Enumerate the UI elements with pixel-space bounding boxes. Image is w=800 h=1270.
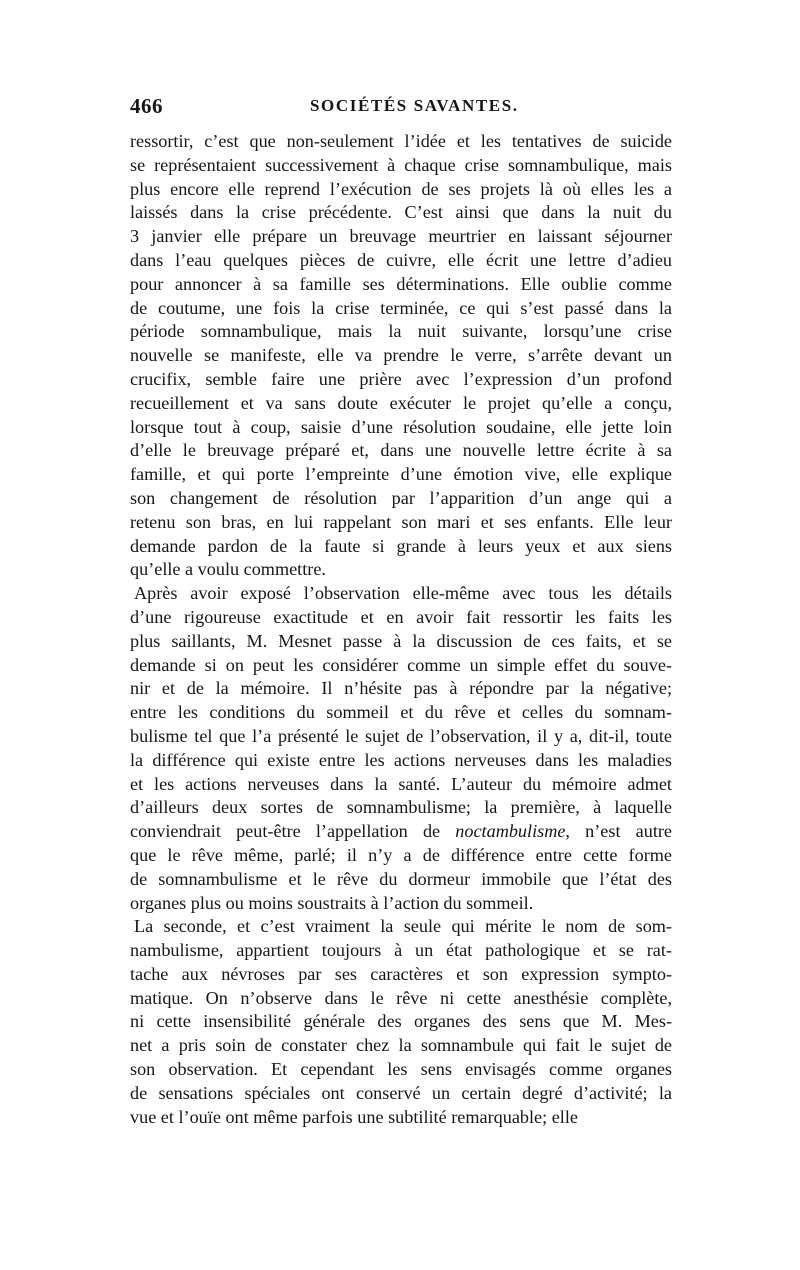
text-line: crucifix, semble faire une prière avec l’expression d’un profond xyxy=(130,368,672,389)
body-text xyxy=(130,130,672,1129)
text-line: et les actions nerveuses dans la santé. L’auteur du mémoire admet xyxy=(130,773,672,794)
text-line: recueillement et va sans doute exécuter le projet qu’elle a conçu, xyxy=(130,392,672,413)
text-line: matique. On n’observe dans le rêve ni cette anesthésie complète, xyxy=(130,987,672,1008)
running-title: SOCIÉTÉS SAVANTES. xyxy=(310,96,519,115)
page-number: 466 xyxy=(130,94,163,118)
text-line: de somnambulisme et le rêve du dormeur immobile que l’état des xyxy=(130,868,672,889)
text-line: net a pris soin de constater chez la somnambule qui fait le sujet de xyxy=(130,1035,672,1056)
text-line: de coutume, une fois la crise terminée, ce qui s’est passé dans la xyxy=(130,297,672,318)
text-line: dans l’eau quelques pièces de cuivre, elle écrit une lettre d’adieu xyxy=(130,249,672,270)
text-line: pour annoncer à sa famille ses déterminations. Elle oublie comme xyxy=(130,273,672,294)
text-line: qu’elle a voulu commettre. xyxy=(130,559,326,580)
text-line: entre les conditions du sommeil et du rêve et celles du somnam- xyxy=(130,702,672,723)
text-line: 3 janvier elle prépare un breuvage meurtrier en laissant séjourner xyxy=(130,226,672,247)
text-line: son observation. Et cependant les sens envisagés comme organes xyxy=(130,1059,672,1080)
paragraph xyxy=(130,130,672,582)
text-line: période somnambulique, mais la nuit suivante, lorsqu’une crise xyxy=(130,321,672,342)
text-line: son changement de résolution par l’apparition d’un ange qui a xyxy=(130,487,672,508)
text-line: d’une rigoureuse exactitude et en avoir fait ressortir les faits les xyxy=(130,606,672,627)
text-line: plus encore elle reprend l’exécution de ses projets là où elles les a xyxy=(130,178,672,199)
text-line: La seconde, et c’est vraiment la seule qui mérite le nom de som- xyxy=(134,916,672,937)
text-line: demande pardon de la faute si grande à leurs yeux et aux siens xyxy=(130,535,672,556)
text-line: ni cette insensibilité générale des organes des sens que M. Mes- xyxy=(130,1011,672,1032)
text-line: nir et de la mémoire. Il n’hésite pas à répondre par la négative; xyxy=(130,678,672,699)
text-line: tache aux névroses par ses caractères et son expression sympto- xyxy=(130,963,672,984)
text-line: laissés dans la crise précédente. C’est ainsi que dans la nuit du xyxy=(130,202,672,223)
page-header xyxy=(130,94,672,122)
text-line: Après avoir exposé l’observation elle-même avec tous les détails xyxy=(134,583,672,604)
text-line: que le rêve même, parlé; il n’y a de différence entre cette forme xyxy=(130,844,672,865)
paragraph xyxy=(130,915,672,1129)
text-line: d’elle le breuvage préparé et, dans une nouvelle lettre écrite à sa xyxy=(130,440,672,461)
text-line: plus saillants, M. Mesnet passe à la discussion de ces faits, et se xyxy=(130,630,672,651)
text-line: conviendrait peut-être l’appellation de noctambulisme, n’est autre xyxy=(130,821,673,842)
text-line: bulisme tel que l’a présenté le sujet de l’observation, il y a, dit-il, toute xyxy=(130,725,672,746)
text-line: famille, et qui porte l’empreinte d’une émotion vive, elle explique xyxy=(130,464,672,485)
text-line: demande si on peut les considérer comme un simple effet du souve- xyxy=(130,654,672,675)
text-line: nambulisme, appartient toujours à un état pathologique et se rat- xyxy=(130,940,672,961)
text-line: d’ailleurs deux sortes de somnambulisme; la première, à laquelle xyxy=(130,797,672,818)
paragraph xyxy=(130,582,672,915)
text-line: de sensations spéciales ont conservé un certain degré d’activité; la xyxy=(130,1082,672,1103)
text-line: organes plus ou moins soustraits à l’action du sommeil. xyxy=(130,892,534,913)
text-line: lorsque tout à coup, saisie d’une résolution soudaine, elle jette loin xyxy=(130,416,672,437)
text-line: nouvelle se manifeste, elle va prendre le verre, s’arrête devant un xyxy=(130,345,672,366)
text-line: vue et l’ouïe ont même parfois une subtilité remarquable; elle xyxy=(130,1106,578,1127)
text-line: se représentaient successivement à chaque crise somnambulique, mais xyxy=(130,154,672,175)
text-line: retenu son bras, en lui rappelant son mari et ses enfants. Elle leur xyxy=(130,511,672,532)
text-line: la différence qui existe entre les actions nerveuses dans les maladies xyxy=(130,749,672,770)
text-line: ressortir, c’est que non-seulement l’idée et les tentatives de suicide xyxy=(130,131,672,151)
